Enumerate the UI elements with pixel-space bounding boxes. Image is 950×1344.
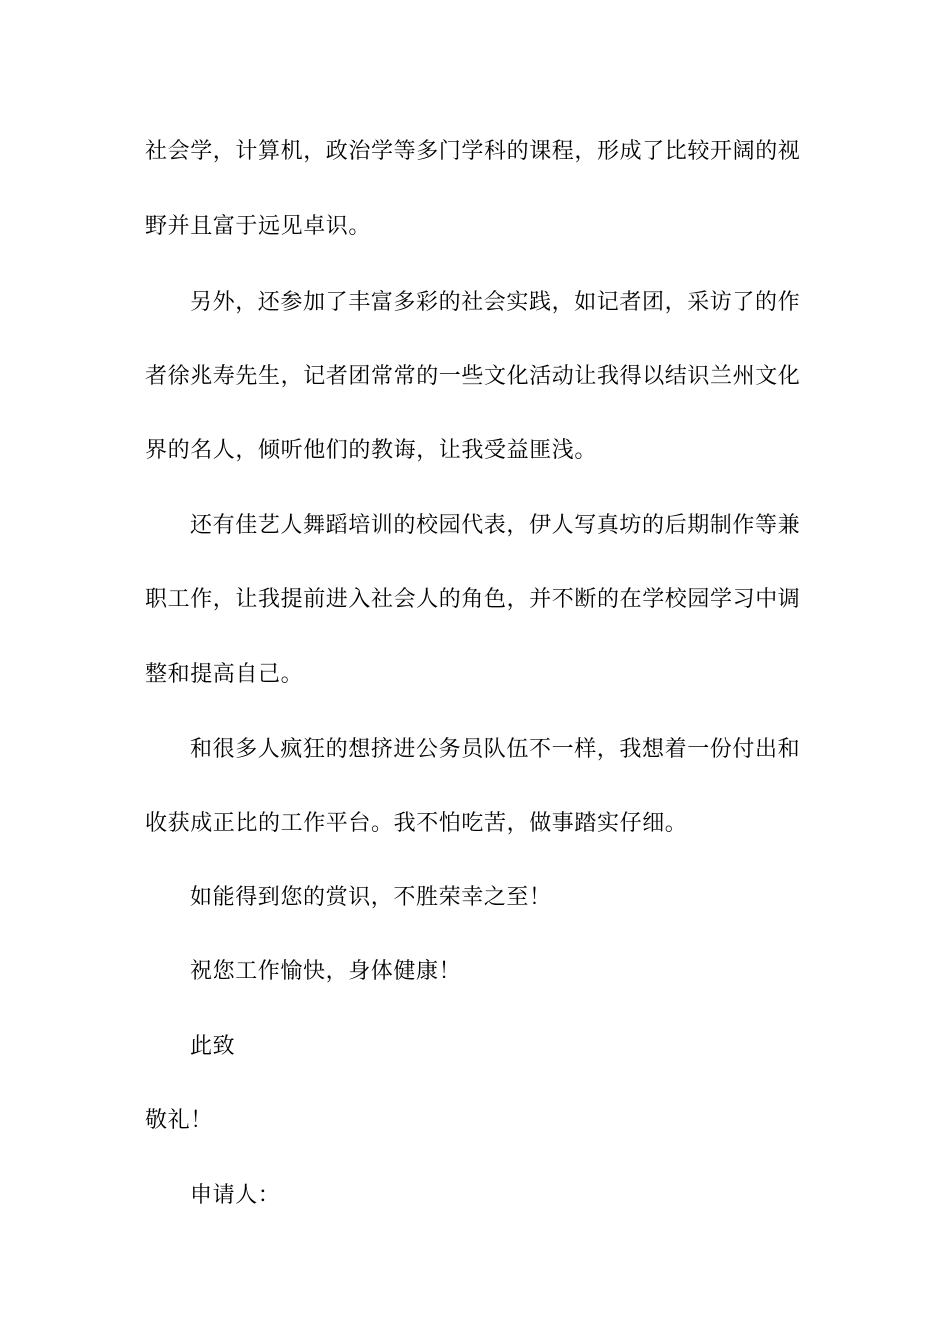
text-line: 祝您工作愉快，身体健康！ <box>190 959 462 984</box>
text-line: 野并且富于远见卓识。 <box>145 214 372 239</box>
text-line: 敬礼！ <box>145 1108 213 1133</box>
text-line: 此致 <box>190 1034 236 1059</box>
text-line: 者徐兆寿先生，记者团常常的一些文化活动让我得以结识兰州文化 <box>145 364 801 389</box>
text-line: 申请人： <box>190 1183 281 1208</box>
text-line: 收获成正比的工作平台。我不怕吃苦，做事踏实仔细。 <box>145 811 688 836</box>
text-line: 职工作，让我提前进入社会人的角色，并不断的在学校园学习中调 <box>145 587 801 612</box>
text-line: 和很多人疯狂的想挤进公务员队伍不一样，我想着一份付出和 <box>190 737 801 762</box>
text-line: 界的名人，倾听他们的教诲，让我受益匪浅。 <box>145 438 598 463</box>
text-line: 社会学，计算机，政治学等多门学科的课程，形成了比较开阔的视 <box>145 139 801 164</box>
text-line: 另外，还参加了丰富多彩的社会实践，如记者团，采访了的作 <box>190 290 801 315</box>
text-line: 如能得到您的赏识，不胜荣幸之至！ <box>190 885 552 910</box>
text-line: 还有佳艺人舞蹈培训的校园代表，伊人写真坊的后期制作等兼 <box>190 513 801 538</box>
text-line: 整和提高自己。 <box>145 662 304 687</box>
